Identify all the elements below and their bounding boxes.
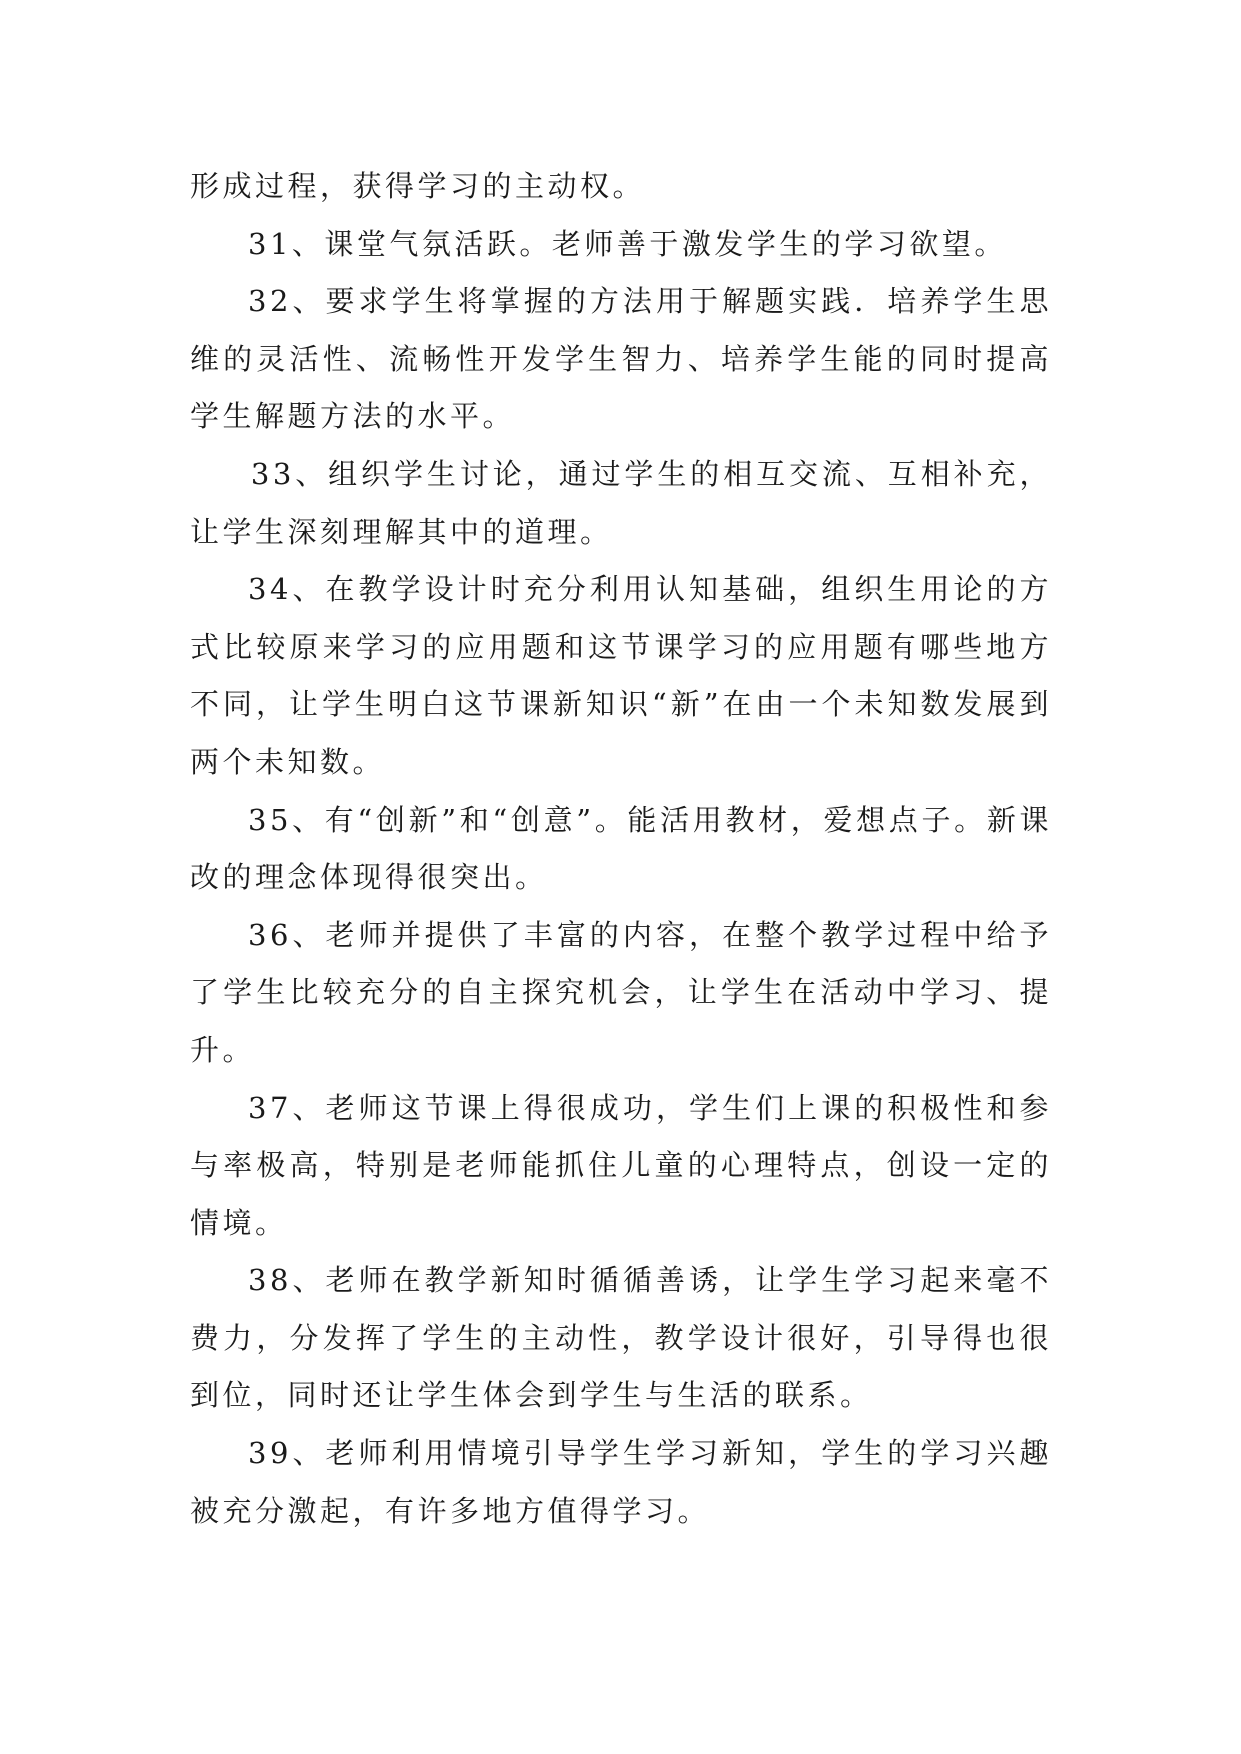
document-body — [190, 158, 1052, 1540]
paragraph-36: 36、老师并提供了丰富的内容，在整个教学过程中给予了学生比较充分的自主探究机会，让学生在活动中学习、提升。 — [190, 917, 1052, 1067]
paragraph-38: 38、老师在教学新知时循循善诱，让学生学习起来毫不费力，分发挥了学生的主动性，教学设计很好，引导得也很到位，同时还让学生体会到学生与生活的联系。 — [190, 1263, 1052, 1413]
paragraph-33: 33、组织学生讨论，通过学生的相互交流、互相补充，让学生深刻理解其中的道理。 — [190, 456, 1052, 549]
paragraph-34: 34、在教学设计时充分利用认知基础，组织生用论的方式比较原来学习的应用题和这节课学习的应用题有哪些地方不同，让学生明白这节课新知识“新”在由一个未知数发展到两个未知数。 — [190, 572, 1052, 779]
paragraph-32: 32、要求学生将掌握的方法用于解题实践．培养学生思维的灵活性、流畅性开发学生智力、培养学生能的同时提高学生解题方法的水平。 — [190, 284, 1052, 434]
paragraph-31: 31、课堂气氛活跃。老师善于激发学生的学习欲望。 — [248, 226, 1007, 261]
paragraph-39: 39、老师利用情境引导学生学习新知，学生的学习兴趣被充分激起，有许多地方值得学习。 — [190, 1436, 1052, 1528]
paragraph-37: 37、老师这节课上得很成功，学生们上课的积极性和参与率极高，特别是老师能抓住儿童的心理特点，创设一定的情境。 — [190, 1090, 1052, 1240]
paragraph-35: 35、有“创新”和“创意”。能活用教材，爱想点子。新课改的理念体现得很突出。 — [190, 802, 1052, 895]
paragraph-continuation: 形成过程，获得学习的主动权。 — [190, 169, 646, 203]
